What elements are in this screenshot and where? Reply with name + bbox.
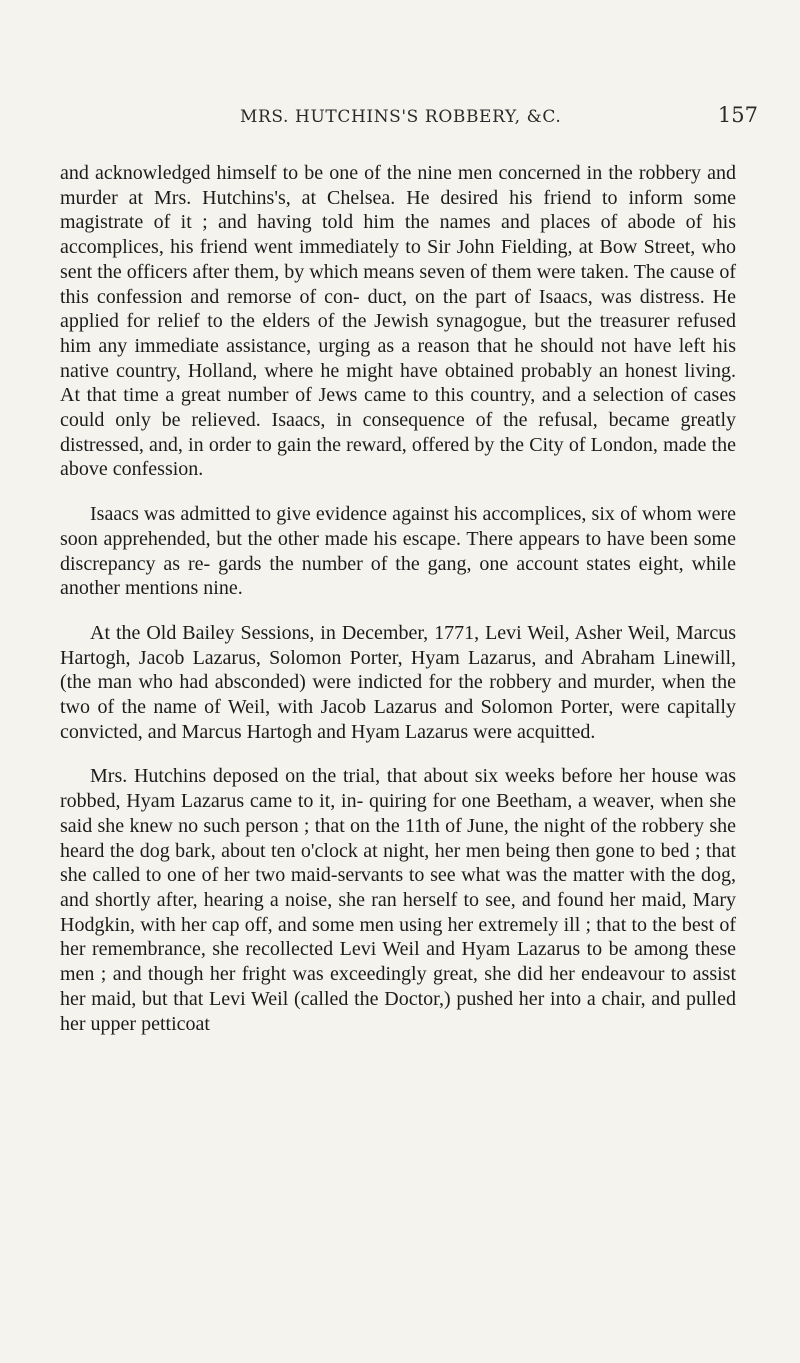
paragraph-isaacs-confession: and acknowledged himself to be one of the nine men concerned in the robbery and murder at Mrs. Hutchins's, at Chelsea. He desired his friend to inform some magistrate of it ; and having told him the names and places of abode of his accomplices, his friend went immediately to Sir John Fielding, at Bow Street, who sent the officers after them, by which means seven of them were taken. The cause of this confession and remorse of con- duct, on the part of Isaacs, was distress. He applied for relief to the elders of the Jewish synagogue, but the treasurer refused him any immediate assistance, urging as a reason that he should not have left his native country, Holland, where he might have obtained probably an honest living. At that time a great number of Jews came to this country, and a selection of cases could only be relieved. Isaacs, in consequence of the refusal, became greatly distressed, and, in order to gain the reward, offered by the City of London, made the above confession.: [60, 162, 736, 481]
body-text: [60, 161, 736, 1036]
running-header: [100, 103, 760, 133]
paragraph-old-bailey: At the Old Bailey Sessions, in December, 1771, Levi Weil, Asher Weil, Marcus Hartogh, Jacob Lazarus, Solomon Porter, Hyam Lazarus, and Abraham Linewill, (the man who had absconded) were indicted for the robbery and murder, when the two of the name of Weil, with Jacob Lazarus and Solomon Porter, were capitally convicted, and Marcus Hartogh and Hyam Lazarus were acquitted.: [60, 621, 736, 743]
running-title: MRS. HUTCHINS'S ROBBERY, &C.: [240, 107, 562, 127]
paragraph-deposition: Mrs. Hutchins deposed on the trial, that about six weeks before her house was robbed, Hyam Lazarus came to it, in- quiring for one Beetham, a weaver, when she said she knew no such person ; that on the 11th of June, the night of the robbery she heard the dog bark, about ten o'clock at night, her men being then gone to bed ; that she called to one of her two maid-servants to see what was the matter with the dog, and shortly after, hearing a noise, she ran herself to see, and found her maid, Mary Hodgkin, with her cap off, and some men using her extremely ill ; that to the best of her remembrance, she recollected Levi Weil and Hyam Lazarus to be among these men ; and though her fright was exceedingly great, she did her endeavour to assist her maid, but that Levi Weil (called the Doctor,) pushed her into a chair, and pulled her upper petticoat: [60, 765, 736, 1035]
page-number: 157: [717, 103, 758, 127]
paragraph-evidence: Isaacs was admitted to give evidence against his accomplices, six of whom were soon apprehended, but the other made his escape. There appears to have been some discrepancy as re- gards the number of the gang, one account states eight, while another mentions nine.: [60, 503, 736, 600]
